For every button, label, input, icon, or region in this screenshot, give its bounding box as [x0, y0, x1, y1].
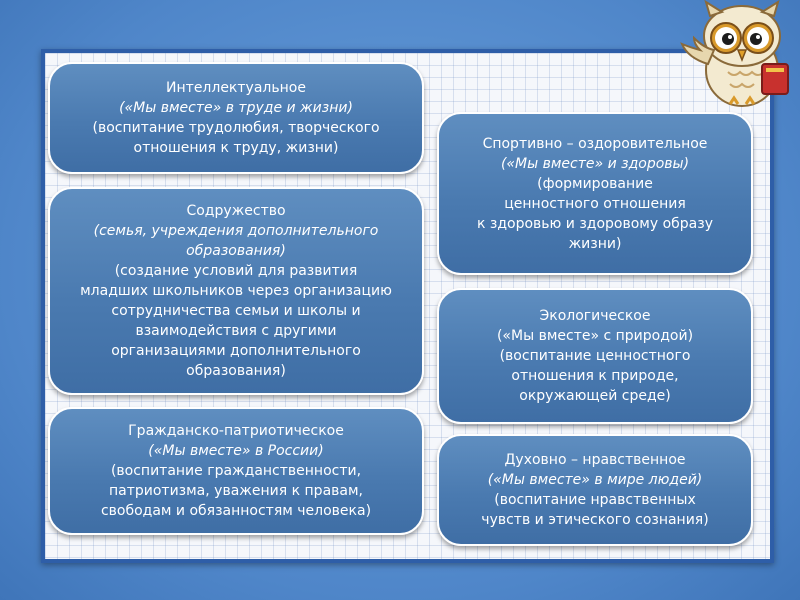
card-description-line: (формирование	[537, 175, 653, 192]
card-motto: («Мы вместе» в труде и жизни)	[119, 100, 353, 116]
card-description-line: окружающей среде)	[519, 388, 671, 404]
card-description-line: младших школьников через организацию	[80, 283, 392, 299]
card-description-line: сотрудничества семьи и школы и	[111, 303, 361, 319]
card-title: Экологическое	[539, 308, 651, 324]
owl-icon	[680, 0, 800, 110]
card-motto: («Мы вместе» с природой)	[496, 328, 694, 344]
card-description-line: (воспитание трудолюбия, творческого	[92, 120, 380, 136]
card-description-line: (воспитание ценностного	[499, 348, 691, 364]
card-title: Духовно – нравственное	[504, 452, 686, 468]
card-description-line: отношения к природе,	[511, 368, 679, 384]
card-motto: образования)	[186, 243, 286, 259]
card-civic-patriotic	[48, 407, 424, 535]
card-title: Содружество	[186, 203, 286, 219]
card-description-line: (создание условий для развития	[114, 263, 358, 279]
card-description-line: (воспитание нравственных	[494, 492, 696, 508]
card-description-line: взаимодействия с другими	[135, 323, 337, 339]
card-sport-health	[437, 112, 753, 275]
card-description-line: жизни)	[568, 235, 622, 252]
card-intellectual	[48, 62, 424, 174]
card-motto: («Мы вместе» в России)	[148, 443, 324, 459]
card-description-line: к здоровью и здоровому образу	[477, 215, 713, 232]
card-commonwealth	[48, 187, 424, 395]
card-motto: («Мы вместе» в мире людей)	[487, 472, 703, 488]
card-spiritual-moral	[437, 434, 753, 546]
card-description-line: ценностного отношения	[504, 195, 686, 212]
card-description-line: свободам и обязанностям человека)	[100, 503, 372, 519]
card-description-line: чувств и этического сознания)	[481, 512, 709, 528]
card-description-line: отношения к труду, жизни)	[133, 140, 339, 156]
card-ecology	[437, 288, 753, 424]
card-description-line: образования)	[186, 363, 286, 379]
card-title: Интеллектуальное	[166, 80, 306, 96]
card-motto: («Мы вместе» и здоровы)	[500, 155, 690, 172]
card-motto: (семья, учреждения дополнительного	[93, 223, 379, 239]
card-description-line: организациями дополнительного	[111, 343, 361, 359]
card-title: Спортивно – оздоровительное	[482, 135, 708, 152]
card-title: Гражданско-патриотическое	[128, 423, 344, 439]
card-description-line: (воспитание гражданственности,	[110, 463, 362, 479]
card-description-line: патриотизма, уважения к правам,	[108, 483, 363, 499]
